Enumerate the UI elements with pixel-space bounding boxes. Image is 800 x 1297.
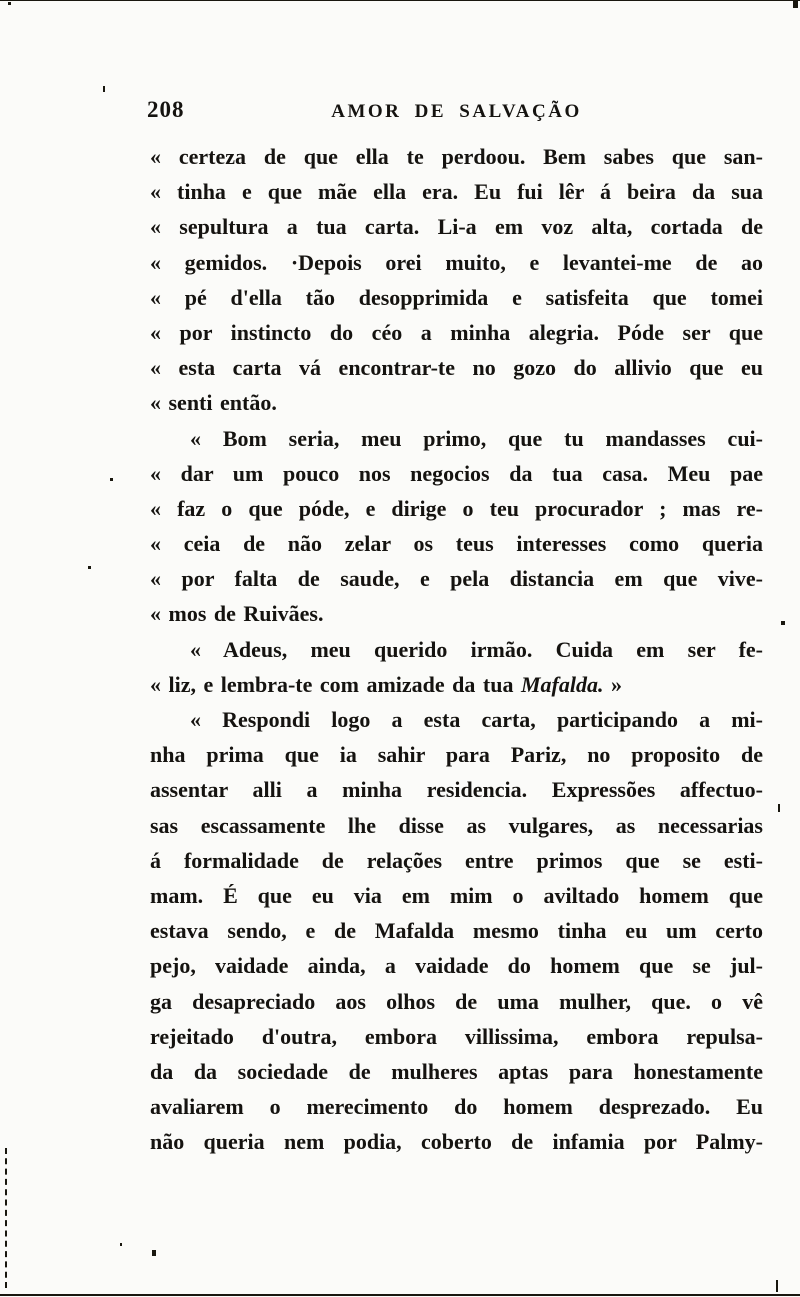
text-line [150, 421, 763, 456]
text-line [150, 984, 763, 1019]
text-segment: « tinha e que mãe ella era. Eu fui lêr á beira da sua [150, 179, 763, 205]
text-line [150, 737, 763, 772]
text-line [150, 772, 763, 807]
text-line [150, 491, 763, 526]
text-line [150, 526, 763, 561]
text-line [150, 561, 763, 596]
text-segment: « senti então. [150, 390, 277, 416]
italic-text: Mafalda. [520, 671, 604, 697]
scan-artifact [793, 0, 798, 8]
scan-artifact [120, 1243, 122, 1246]
text-line [150, 280, 763, 315]
text-segment: avaliarem o merecimento do homem desprezado. Eu [150, 1094, 763, 1120]
text-segment: « Respondi logo a esta carta, participando a mi- [190, 707, 763, 732]
text-segment: « Bom seria, meu primo, que tu mandasses cui- [190, 425, 763, 451]
text-line [150, 209, 763, 244]
text-segment: « por instincto do céo a minha alegria. Póde ser que [150, 319, 763, 345]
text-segment: ga desapreciado aos olhos de uma mulher, que. o vê [150, 988, 763, 1014]
text-segment: « ceia de não zelar os teus interesses como queria [150, 531, 763, 557]
text-segment: rejeitado d'outra, embora villissima, embora repulsa- [150, 1023, 763, 1049]
text-block [150, 139, 763, 1159]
text-segment: « dar um pouco nos negocios da tua casa. Meu pae [150, 460, 763, 486]
text-segment: « sepultura a tua carta. Li-a em voz alta, cortada de [150, 214, 763, 240]
text-segment: assentar alli a minha residencia. Expressões affectuo- [150, 777, 763, 803]
text-line [150, 878, 763, 913]
scan-artifact [8, 2, 11, 5]
scan-artifact [776, 1280, 778, 1292]
text-line [150, 948, 763, 983]
text-segment: á formalidade de relações entre primos que se esti- [150, 847, 763, 873]
scan-artifact [88, 566, 91, 569]
text-line [150, 596, 763, 631]
text-line [150, 913, 763, 948]
scan-artifact [110, 478, 113, 481]
page-number: 208 [147, 97, 185, 122]
text-segment: « esta carta vá encontrar-te no gozo do allivio que eu [150, 355, 763, 381]
running-title: AMOR DE SALVAÇÃO [331, 101, 582, 122]
text-segment: estava sendo, e de Mafalda mesmo tinha eu um certo [150, 918, 763, 944]
text-segment: « gemidos. ·Depois orei muito, e levantei-me de ao [150, 249, 763, 275]
text-line [150, 350, 763, 385]
scan-edge-top [0, 0, 800, 1]
text-segment: pejo, vaidade ainda, a vaidade do homem que se jul- [150, 953, 763, 979]
text-line [150, 245, 763, 280]
text-line [150, 1124, 763, 1159]
text-segment: « liz, e lembra-te com amizade da tua [150, 671, 521, 697]
text-segment: « Adeus, meu querido irmão. Cuida em ser fe- [190, 636, 763, 662]
scan-artifact-dashed-line [5, 1148, 7, 1288]
text-line [150, 315, 763, 350]
text-line [150, 632, 763, 667]
scan-edge-bottom [0, 1294, 800, 1296]
text-segment: da da sociedade de mulheres aptas para honestamente [150, 1058, 763, 1084]
text-segment: » [603, 671, 622, 697]
text-segment: « mos de Ruivães. [150, 601, 324, 627]
text-line [150, 1089, 763, 1124]
scan-artifact [103, 86, 105, 92]
text-line [150, 456, 763, 491]
text-segment: « pé d'ella tão desopprimida e satisfeita que tomei [150, 284, 763, 310]
scan-artifact [778, 804, 780, 812]
text-segment: nha prima que ia sahir para Pariz, no proposito de [150, 742, 763, 768]
text-line [150, 1019, 763, 1054]
text-segment: « por falta de saude, e pela distancia em que vive- [150, 566, 763, 592]
text-line [150, 667, 763, 702]
text-segment: não queria nem podia, coberto de infamia por Palmy- [150, 1129, 763, 1155]
text-line [150, 139, 763, 174]
text-line [150, 385, 763, 420]
text-line [150, 174, 763, 209]
text-line [150, 808, 763, 843]
scan-artifact [781, 621, 785, 625]
text-line [150, 1054, 763, 1089]
text-line [150, 702, 763, 737]
text-line [150, 843, 763, 878]
scan-artifact [152, 1250, 156, 1256]
text-segment: sas escassamente lhe disse as vulgares, as necessarias [150, 812, 763, 838]
text-segment: « certeza de que ella te perdoou. Bem sabes que san- [150, 144, 763, 169]
text-segment: « faz o que póde, e dirige o teu procurador ; mas re- [150, 495, 763, 521]
text-segment: mam. É que eu via em mim o aviltado homem que [150, 882, 763, 908]
